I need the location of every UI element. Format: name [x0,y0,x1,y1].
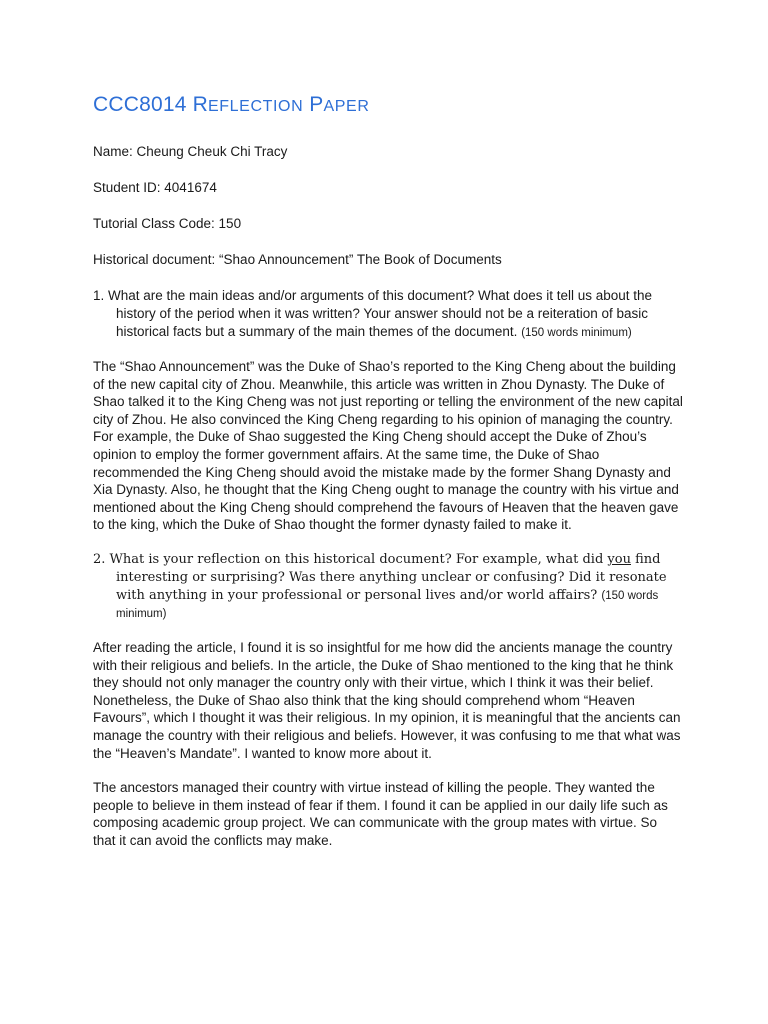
answer-3-paragraph: The ancestors managed their country with virtue instead of killing the people. They wanted the people to believe in them instead of fear if them. I found it can be applied in our daily life such as composing academic group project. We can communicate with the group mates with virtue. So that it can avoid the conflicts may make. [93,780,668,848]
title-r-initial: R [192,93,209,116]
answer-1-paragraph: The “Shao Announcement” was the Duke of Shao’s reported to the King Cheng about the building of the new capital city of Zhou. Meanwhile, this article was written in Zhou Dynasty. The Duke of Shao talked it to the King Cheng was not just reporting or telling the environment of the new capital city of Zhou. He also convinced the King Cheng regarding to his opinion of managing the country. For example, the Duke of Shao suggested the King Cheng should accept the Duke of Zhou’s opinion to employ the former government affairs. At the same time, the Duke of Shao recommended the King Cheng should avoid the mistake made by the former Shang Dynasty and Xia Dynasty. Also, he thought that the King Cheng ought to manage the country with his virtue and mentioned about the King Cheng should comprehend the favours of Heaven that the heaven gave to the king, which the Duke of Shao thought the former dynasty failed to make it. [93,359,683,533]
page-title [93,92,683,120]
question-2-you-underlined: you [607,551,631,567]
question-2-minimum: (150 words minimum) [116,589,659,620]
question-2 [93,551,683,623]
question-2-text-part1: 2. What is your reflection on this historical document? For example, what did [93,551,608,567]
question-1-minimum: (150 words minimum) [521,327,632,339]
document-page [93,92,683,866]
title-p-initial: P [309,93,324,116]
tutorial-class-line: Tutorial Class Code: 150 [93,216,242,231]
question-1 [93,287,683,342]
answer-2-paragraph: After reading the article, I found it is so insightful for me how did the ancients manage the country with their religious and beliefs. In the article, the Duke of Shao mentioned to the king that he think they should not only manager the country only with their virtue, which I think it was their belief. Nonetheless, the Duke of Shao also think that the king should comprehend whom “Heaven Favours”, which I thought it was their religious. In my opinion, it is meaningful that the ancients can manage the country with their religious and beliefs. However, it was confusing to me that what was the “Heaven’s Mandate”. I wanted to know more about it. [93,639,681,761]
title-r-rest: EFLECTION [208,98,304,115]
student-id-line: Student ID: 4041674 [93,180,217,195]
historical-document-line: Historical document: “Shao Announcement” The Book of Documents [93,252,502,267]
question-2-text-part2: find interesting or surprising? Was there anything unclear or confusing? Did it resonate with anything in your professional or personal lives and/or world affairs? [116,551,667,603]
title-prefix: CCC8014 [93,93,193,116]
name-line: Name: Cheung Cheuk Chi Tracy [93,144,288,159]
question-1-text: 1. What are the main ideas and/or arguments of this document? What does it tell us about the history of the period when it was written? Your answer should not be a reiteration of basic historical facts but a summary of the main themes of the document. [93,288,653,339]
title-p-rest: APER [323,98,370,115]
